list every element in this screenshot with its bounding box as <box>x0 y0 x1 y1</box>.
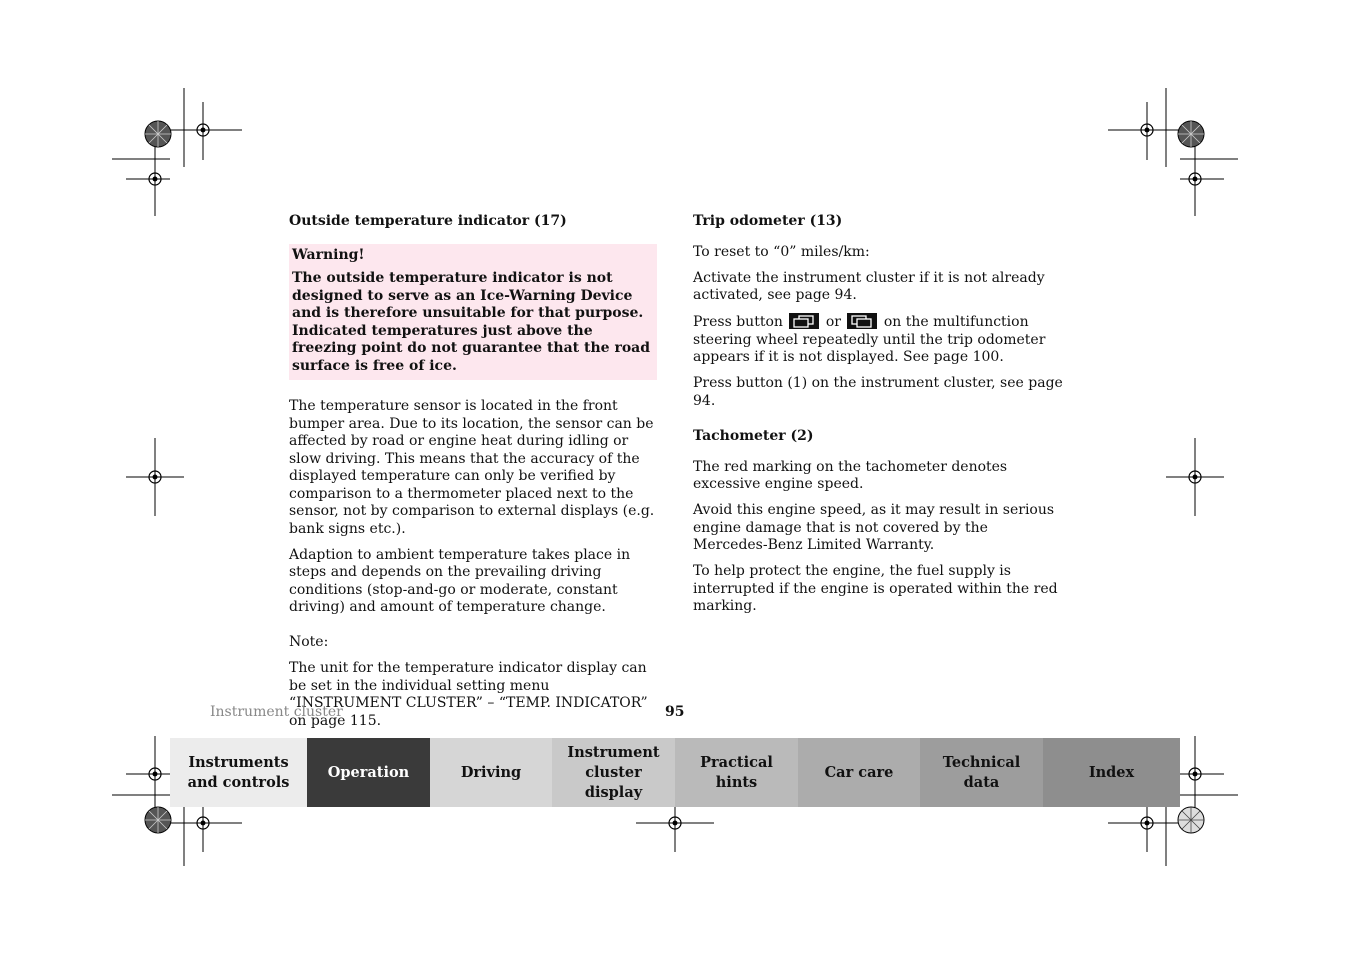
tab-label: Practical hints <box>700 753 773 791</box>
press-button-text: Press button <box>693 314 783 330</box>
tab-index[interactable] <box>1043 738 1180 807</box>
tab-label: Operation <box>327 763 410 781</box>
paragraph-reset: To reset to “0” miles/km: <box>693 243 870 260</box>
chapter-navigation <box>170 738 1180 807</box>
tab-label: Index <box>1088 763 1135 781</box>
tab-label: Instrument cluster display <box>567 743 660 801</box>
page-number: 95 <box>665 704 685 720</box>
section-heading-trip-odometer: Trip odometer (13) <box>693 213 843 229</box>
paragraph-sensor-location: The temperature sensor is located in the front bumper area. Due to its location, the sensor can be affected by road or engine heat during idling or slow driving. This means that the accuracy of the displayed temperature can only be verified by comparison to a thermometer placed next to the sensor, not by comparison to external displays (e.g. bank signs etc.). <box>289 398 655 537</box>
multifunction-button-prev-icon <box>789 313 819 329</box>
tab-technical-data[interactable] <box>920 738 1043 807</box>
tab-driving[interactable] <box>430 738 552 807</box>
tab-label: Car care <box>824 763 894 781</box>
section-heading-outside-temperature: Outside temperature indicator (17) <box>289 213 567 229</box>
note-text: The unit for the temperature indicator display can be set in the individual setting menu “INSTRUMENT CLUSTER” – “TEMP. INDICATOR” on page 115. <box>289 660 648 729</box>
left-column <box>289 213 657 739</box>
warning-box <box>289 244 657 381</box>
paragraph-activate: Activate the instrument cluster if it is not already activated, see page 94. <box>693 269 1045 303</box>
tab-instruments-and-controls[interactable] <box>170 738 307 807</box>
multifunction-button-next-icon <box>847 313 877 329</box>
paragraph-press-buttons <box>693 313 1063 367</box>
section-heading-tachometer: Tachometer (2) <box>693 428 814 444</box>
warning-title: Warning! <box>292 246 365 263</box>
paragraph-avoid-speed: Avoid this engine speed, as it may result in serious engine damage that is not covered by the Mercedes-Benz Limited Warranty. <box>693 502 1055 553</box>
tab-car-care[interactable] <box>798 738 920 807</box>
note-label: Note: <box>289 633 329 650</box>
right-column <box>693 213 1063 624</box>
tab-label: Driving <box>460 763 522 781</box>
paragraph-adaption: Adaption to ambient temperature takes place in steps and depends on the prevailing driving conditions (stop-and-go or moderate, constant driving) and amount of temperature change. <box>289 546 631 615</box>
paragraph-fuel-interrupt: To help protect the engine, the fuel supply is interrupted if the engine is operated within the red marking. <box>693 563 1058 614</box>
tab-label: Technical data <box>942 753 1021 791</box>
tab-practical-hints[interactable] <box>675 738 798 807</box>
tab-instrument-cluster-display[interactable] <box>552 738 675 807</box>
paragraph-press-instrument-button: Press button (1) on the instrument cluster, see page 94. <box>693 375 1063 409</box>
warning-text: The outside temperature indicator is not designed to serve as an Ice-Warning Device and is therefore unsuitable for that purpose. Indicated temperatures just above the freezing point do not guarantee that the road surface is free of ice. <box>292 270 651 374</box>
tab-operation[interactable] <box>307 738 430 807</box>
tab-label: Instruments and controls <box>187 753 290 791</box>
or-text: or <box>825 314 841 330</box>
paragraph-red-marking: The red marking on the tachometer denotes excessive engine speed. <box>693 458 1008 492</box>
press-button-text-continued: on the multifunction steering wheel repeatedly until the trip odometer appears if it is not displayed. See page 100. <box>693 314 1046 365</box>
footer-section-title: Instrument cluster <box>210 704 343 720</box>
